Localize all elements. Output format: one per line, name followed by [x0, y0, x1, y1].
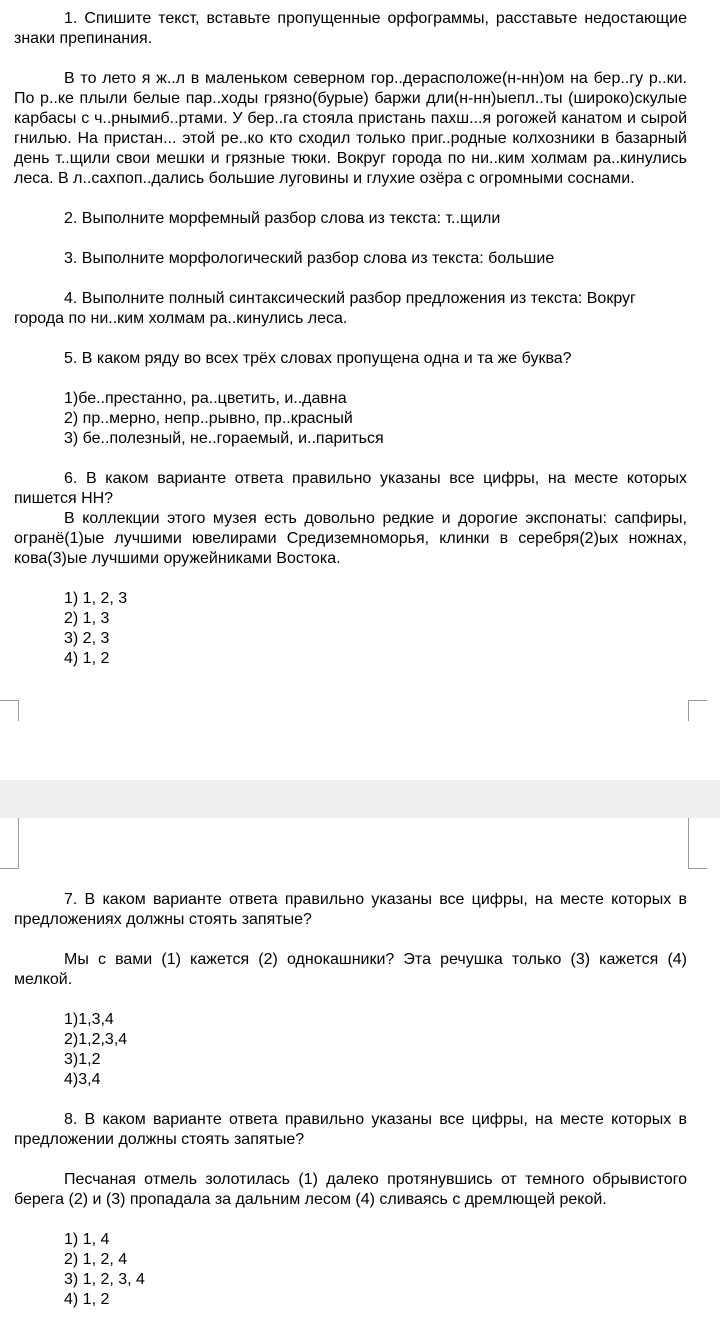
task-8-question: 8. В каком варианте ответа правильно указаны все цифры, на месте которых в предложении должны стоять запятые? [14, 1111, 687, 1148]
task-5-option-1: 1)бе..престанно, ра..цветить, и..давна [64, 390, 347, 407]
document-page-2 [0, 818, 720, 1338]
task-8-option-2: 2) 1, 2, 4 [64, 1251, 128, 1268]
task-8-option-4: 4) 1, 2 [64, 1291, 110, 1308]
task-5-option-3: 3) бе..полезный, не..гораемый, и..париться [64, 430, 384, 447]
page-corner-mark [0, 700, 19, 721]
task-7-option-2: 2)1,2,3,4 [64, 1031, 128, 1048]
page-2-content [14, 890, 687, 1310]
task-7-text: Мы с вами (1) кажется (2) однокашники? Эта речушка только (3) кажется (4) мелкой. [14, 951, 687, 988]
page-corner-mark [688, 818, 707, 869]
task-6-question: 6. В каком варианте ответа правильно указаны все цифры, на месте которых пишется НН? [14, 470, 687, 507]
task-7-option-1: 1)1,3,4 [64, 1011, 114, 1028]
task-2: 2. Выполните морфемный разбор слова из текста: т..щили [64, 210, 501, 227]
task-1-instruction: 1. Спишите текст, вставьте пропущенные орфограммы, расставьте недостающие знаки препинания. [14, 10, 687, 47]
task-7-option-3: 3)1,2 [64, 1051, 101, 1068]
task-1-text: В то лето я ж..л в маленьком северном гор..дерасположе(н-нн)ом на бер..гу р..ки. По р..ке плыли белые пар..ходы грязно(бурые) баржи дли(н-нн)ыепл..ты (широко)скулые карбасы с ч..рнымиб..ртами. У бер..га стояла пристань пахш...я рогожей канатом и сырой гнилью. На пристан... этой ре..ко кто сходил только приг..родные колхозники в базарный день т..щили свои мешки и грязные тюки. Вокруг города по ни..ким холмам ра..кинулись леса. В л..сахпоп..дались большие луговины и глухие озёра с огромными соснами. [14, 70, 687, 187]
task-6-option-3: 3) 2, 3 [64, 630, 110, 647]
task-6-text: В коллекции этого музея есть довольно редкие и дорогие экспонаты: сапфиры, огранё(1)ые лучшими ювелирами Средиземноморья, клинки в серебря(2)ых ножнах, кова(3)ые лучшими оружейниками Востока. [14, 510, 687, 567]
task-7-question: 7. В каком варианте ответа правильно указаны все цифры, на месте которых в предложениях должны стоять запятые? [14, 891, 687, 928]
page-separator [0, 780, 720, 818]
task-8-text: Песчаная отмель золотилась (1) далеко протянувшись от темного обрывистого берега (2) и (3) пропадала за дальним лесом (4) сливаясь с дремлющей рекой. [14, 1171, 687, 1208]
task-6-option-1: 1) 1, 2, 3 [64, 590, 128, 607]
task-6-option-4: 4) 1, 2 [64, 650, 110, 667]
task-4: 4. Выполните полный синтаксический разбор предложения из текста: Вокруг города по ни..ким холмам ра..кинулись леса. [14, 290, 636, 327]
page-corner-mark [0, 818, 19, 869]
page-1-content [14, 9, 687, 669]
page-corner-mark [688, 700, 707, 721]
task-3: 3. Выполните морфологический разбор слова из текста: большие [64, 250, 555, 267]
task-5-question: 5. В каком ряду во всех трёх словах пропущена одна и та же буква? [64, 350, 572, 367]
task-8-option-1: 1) 1, 4 [64, 1231, 110, 1248]
task-7-option-4: 4)3,4 [64, 1071, 101, 1088]
task-8-option-3: 3) 1, 2, 3, 4 [64, 1271, 145, 1288]
task-5-option-2: 2) пр..мерно, непр..рывно, пр..красный [64, 410, 353, 427]
task-6-option-2: 2) 1, 3 [64, 610, 110, 627]
